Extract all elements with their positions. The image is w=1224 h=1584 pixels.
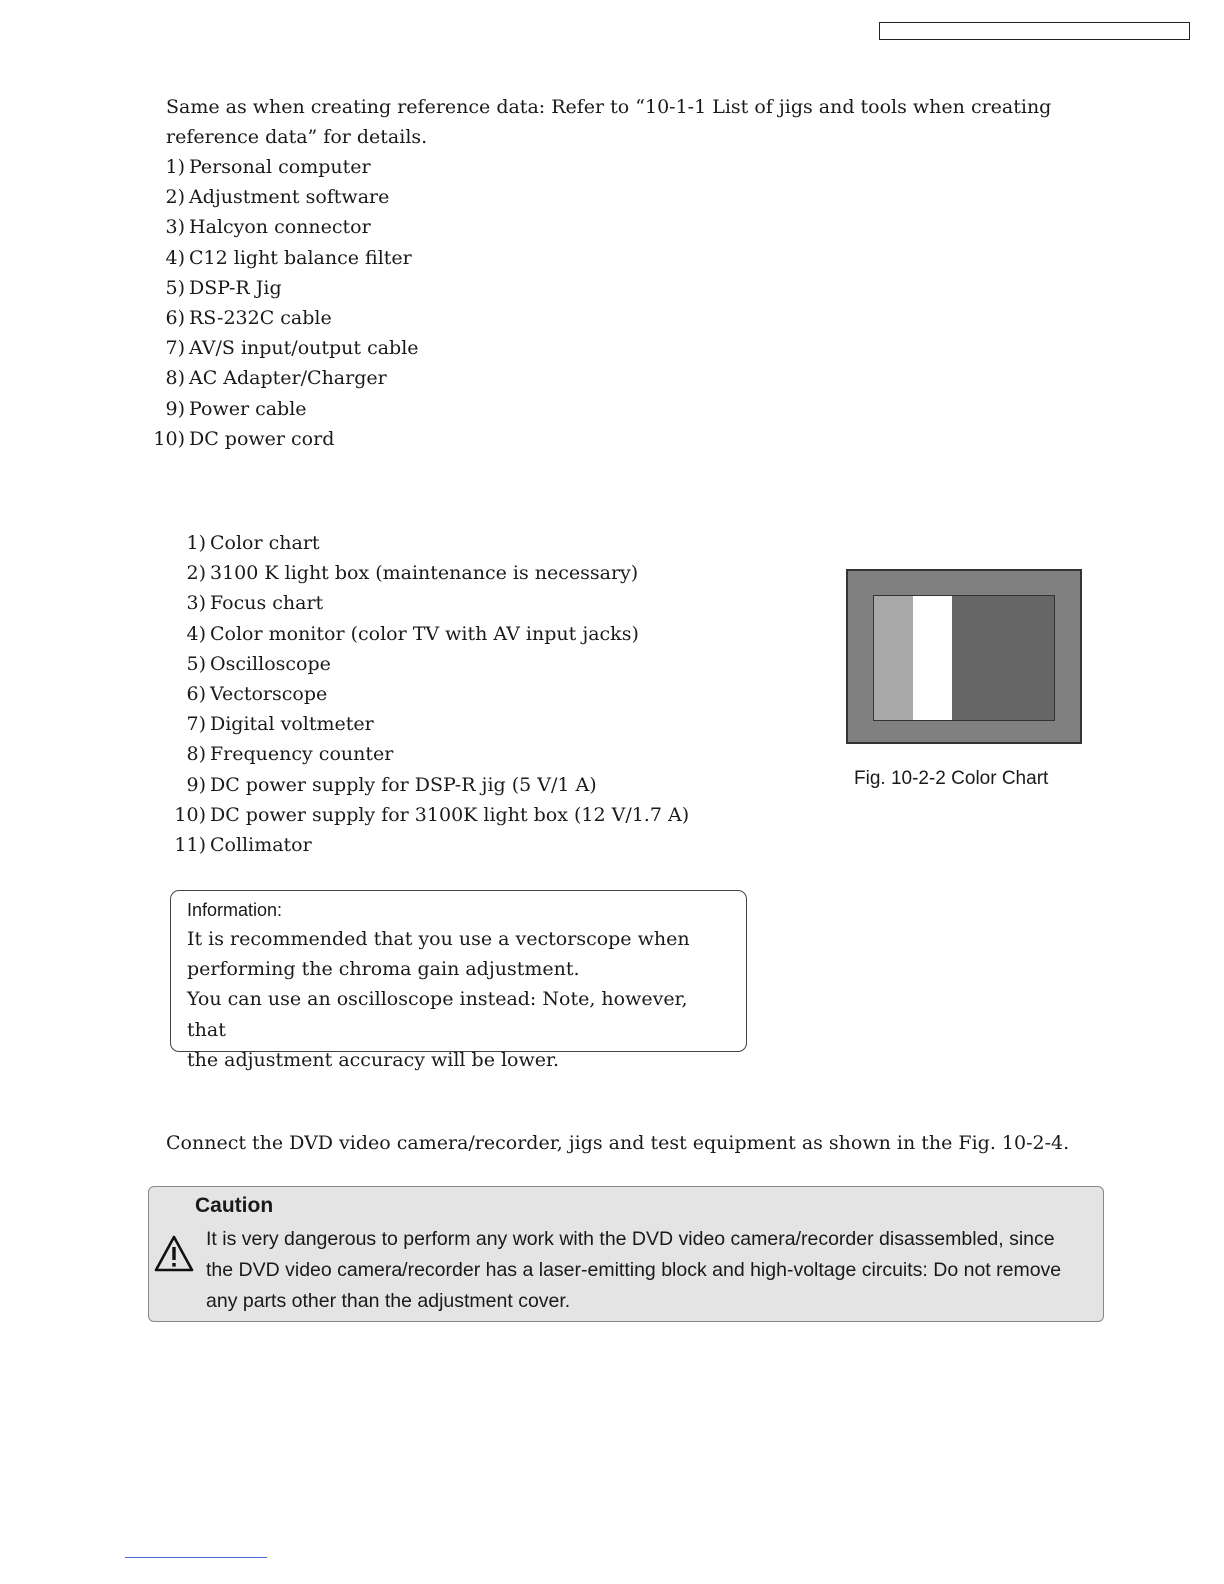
- item-label: Collimator: [210, 834, 312, 857]
- jigs-list: [153, 152, 419, 454]
- caution-line: It is very dangerous to perform any work with the DVD video camera/recorder disassembled, since: [206, 1228, 1055, 1250]
- information-line: performing the chroma gain adjustment.: [187, 958, 580, 981]
- item-number: 4): [186, 622, 206, 645]
- item-label: 3100 K light box (maintenance is necessary): [210, 562, 639, 585]
- caution-box: [148, 1186, 1104, 1322]
- item-number: 3): [186, 592, 206, 615]
- list-item: [186, 709, 689, 739]
- list-item: [174, 800, 690, 830]
- information-line: You can use an oscilloscope instead: Note, however, that: [187, 988, 688, 1041]
- caution-text: [206, 1224, 1096, 1317]
- item-number: 7): [186, 713, 206, 736]
- item-label: C12 light balance filter: [189, 246, 412, 269]
- list-item: [165, 243, 419, 273]
- footer-line: [125, 1557, 267, 1558]
- connect-paragraph: Connect the DVD video camera/recorder, jigs and test equipment as shown in the Fig. 10-2-4.: [166, 1132, 1070, 1154]
- list-item: [186, 619, 689, 649]
- list-item: [165, 303, 419, 333]
- item-label: Digital voltmeter: [210, 713, 374, 736]
- item-number: 2): [165, 186, 185, 209]
- item-label: DC power supply for DSP-R jig (5 V/1 A): [210, 773, 597, 796]
- item-number: 8): [165, 367, 185, 390]
- list-item: [165, 273, 419, 303]
- item-number: 5): [165, 276, 185, 299]
- item-label: Focus chart: [210, 592, 324, 615]
- item-number: 9): [165, 397, 185, 420]
- item-number: 10): [153, 427, 185, 450]
- item-label: DC power cord: [189, 427, 335, 450]
- list-item: [165, 363, 419, 393]
- item-label: RS-232C cable: [189, 307, 332, 330]
- list-item: [165, 212, 419, 242]
- item-label: Personal computer: [189, 156, 371, 178]
- white-bar: [913, 596, 952, 720]
- list-item: [186, 649, 689, 679]
- item-number: 6): [186, 683, 206, 706]
- item-label: Power cable: [189, 397, 307, 420]
- figure-caption: Fig. 10-2-2 Color Chart: [854, 768, 1049, 789]
- item-label: Vectorscope: [210, 683, 328, 706]
- item-label: Halcyon connector: [189, 216, 371, 239]
- list-item: [165, 394, 419, 424]
- caution-title: Caution: [195, 1194, 274, 1217]
- list-item: [186, 528, 689, 558]
- item-label: Color monitor (color TV with AV input jacks): [210, 622, 639, 645]
- dark-gray-block: [952, 596, 1054, 720]
- list-item: [186, 679, 689, 709]
- item-label: Frequency counter: [210, 743, 394, 766]
- item-number: 1): [186, 532, 206, 554]
- item-number: 2): [186, 562, 206, 585]
- item-label: DSP-R Jig: [189, 276, 282, 299]
- list-item: [165, 152, 419, 182]
- item-label: AV/S input/output cable: [189, 337, 419, 360]
- item-label: AC Adapter/Charger: [189, 367, 387, 390]
- item-number: 4): [165, 246, 185, 269]
- list-item: [186, 739, 689, 769]
- list-item: [165, 333, 419, 363]
- information-box: [170, 890, 747, 1071]
- item-number: 1): [165, 156, 185, 178]
- information-title: Information:: [187, 900, 283, 920]
- intro-paragraph: Same as when creating reference data: Refer to “10-1-1 List of jigs and tools when creating reference data” for details.: [166, 96, 1052, 149]
- list-item: [186, 770, 689, 800]
- caution-line: any parts other than the adjustment cover.: [206, 1290, 571, 1312]
- item-label: DC power supply for 3100K light box (12 V/1.7 A): [210, 803, 690, 826]
- item-label: Oscilloscope: [210, 652, 331, 675]
- caution-line: the DVD video camera/recorder has a laser-emitting block and high-voltage circuits: Do not remove: [206, 1259, 1062, 1281]
- information-line: It is recommended that you use a vectorscope when: [187, 928, 690, 950]
- item-number: 5): [186, 652, 206, 675]
- item-number: 11): [174, 834, 206, 857]
- item-label: Color chart: [210, 532, 320, 554]
- header-box: [879, 22, 1190, 40]
- item-number: 10): [174, 803, 206, 826]
- list-item: [186, 558, 689, 588]
- information-line: the adjustment accuracy will be lower.: [187, 1048, 560, 1071]
- list-item: [174, 830, 689, 860]
- list-item: [165, 182, 419, 212]
- gray-bar: [874, 596, 913, 720]
- color-chart-panel: [873, 595, 1055, 721]
- list-item: [153, 424, 419, 454]
- list-item: [186, 588, 689, 618]
- item-number: 6): [165, 307, 185, 330]
- color-chart-figure: [846, 569, 1082, 744]
- equipment-list: [174, 528, 690, 860]
- item-number: 3): [165, 216, 185, 239]
- warning-triangle-icon: [153, 1234, 195, 1274]
- item-label: Adjustment software: [189, 186, 390, 209]
- item-number: 7): [165, 337, 185, 360]
- item-number: 9): [186, 773, 206, 796]
- item-number: 8): [186, 743, 206, 766]
